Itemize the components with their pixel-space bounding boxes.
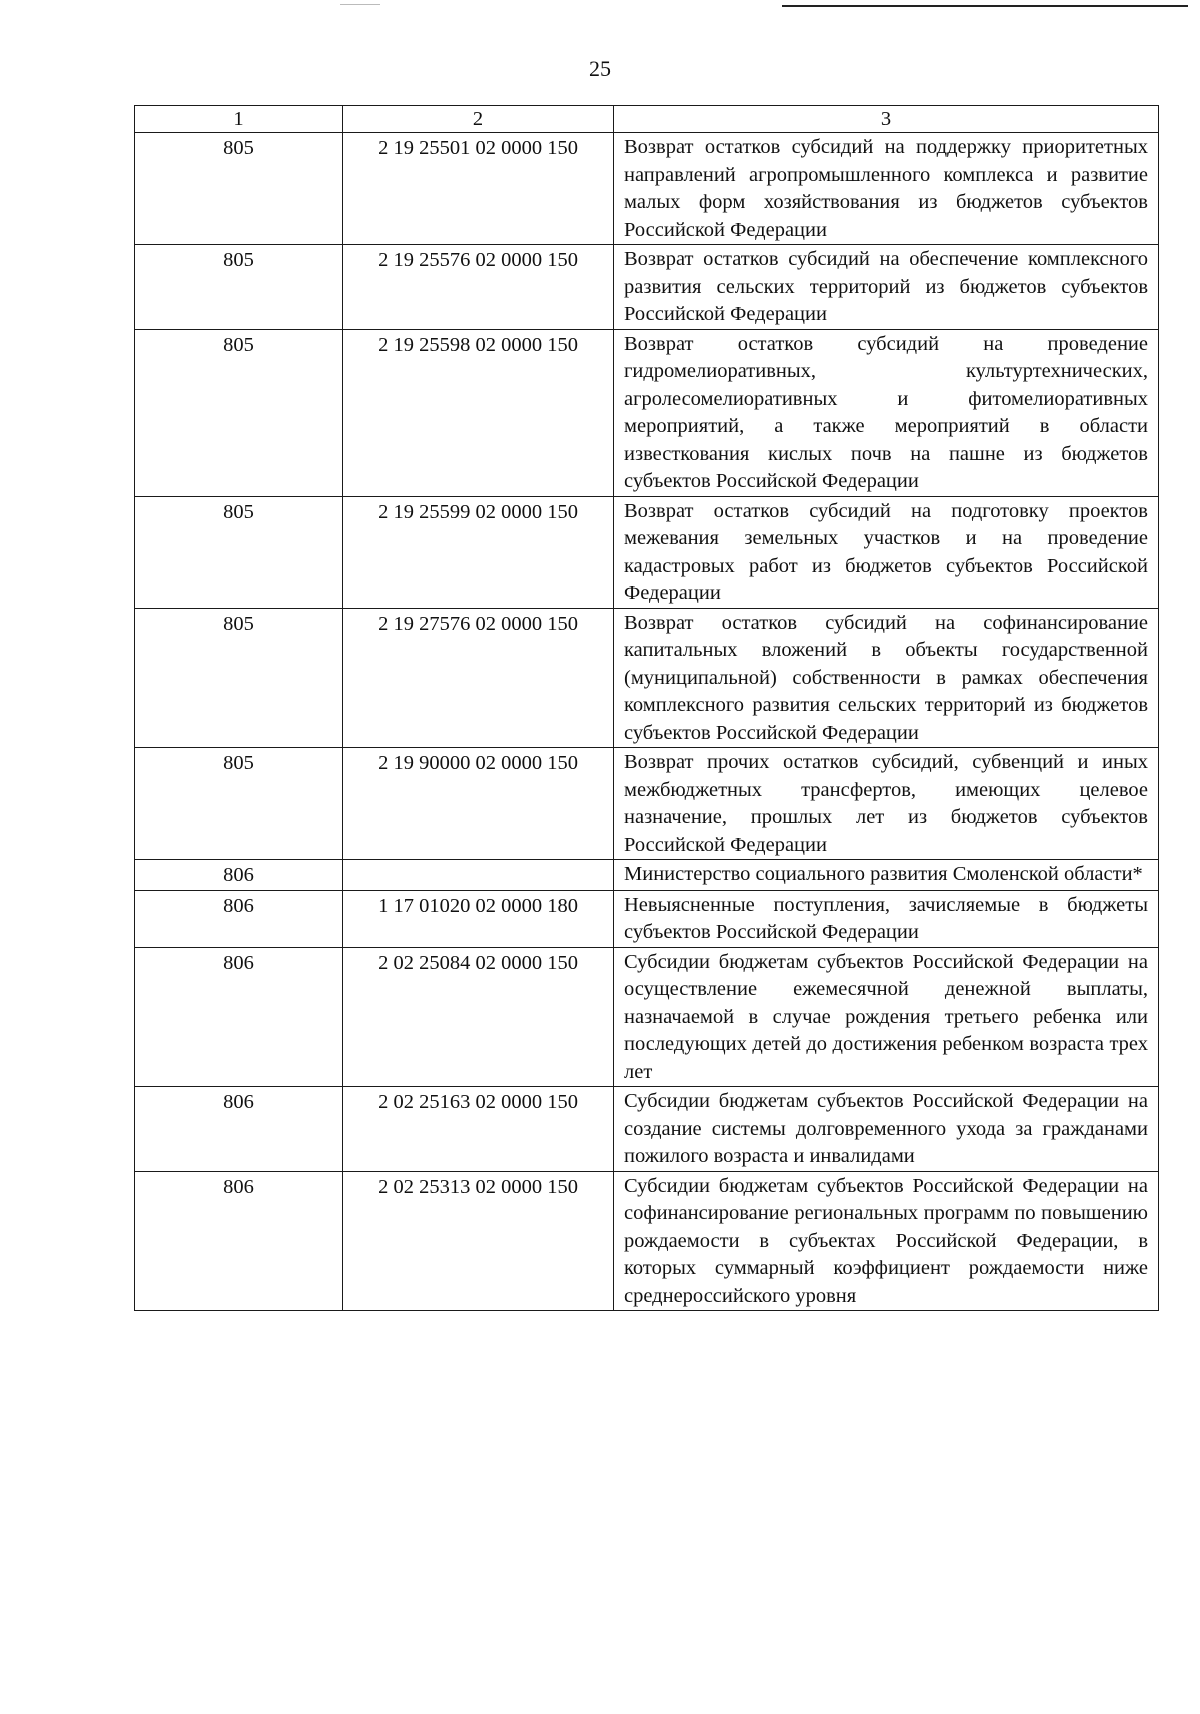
revenue-codes-table	[134, 105, 1159, 1311]
revenue-code-cell	[343, 860, 614, 891]
admin-code-cell: 805	[135, 748, 343, 860]
top-rule	[782, 5, 1188, 7]
table-row	[135, 748, 1159, 860]
table-row	[135, 245, 1159, 330]
page-number: 25	[589, 56, 611, 81]
table-body	[135, 106, 1159, 1311]
revenue-name-cell: Возврат остатков субсидий на подготовку проектов межевания земельных участков и на проведение кадастровых работ из бюджетов субъектов Российской Федерации	[614, 496, 1159, 608]
table-row	[135, 947, 1159, 1087]
header-col-2: 2	[343, 106, 614, 133]
table-row	[135, 1087, 1159, 1172]
revenue-code-cell: 2 19 25576 02 0000 150	[343, 245, 614, 330]
revenue-name-cell: Министерство социального развития Смоленской области*	[614, 860, 1159, 891]
revenue-name-cell: Субсидии бюджетам субъектов Российской Федерации на софинансирование региональных программ по повышению рождаемости в субъектах Российской Федерации, в которых суммарный коэффициент рождаемости ниже среднероссийского уровня	[614, 1171, 1159, 1311]
table-row	[135, 608, 1159, 748]
revenue-code-cell: 2 19 25501 02 0000 150	[343, 133, 614, 245]
revenue-code-cell: 2 02 25163 02 0000 150	[343, 1087, 614, 1172]
admin-code-cell: 805	[135, 608, 343, 748]
revenue-name-cell: Возврат остатков субсидий на поддержку приоритетных направлений агропромышленного комплекса и развитие малых форм хозяйствования из бюджетов субъектов Российской Федерации	[614, 133, 1159, 245]
revenue-code-cell: 2 19 90000 02 0000 150	[343, 748, 614, 860]
revenue-name-cell: Возврат прочих остатков субсидий, субвенций и иных межбюджетных трансфертов, имеющих целевое назначение, прошлых лет из бюджетов субъектов Российской Федерации	[614, 748, 1159, 860]
revenue-name-cell: Возврат остатков субсидий на обеспечение комплексного развития сельских территорий из бюджетов субъектов Российской Федерации	[614, 245, 1159, 330]
revenue-name-cell: Возврат остатков субсидий на проведение гидромелиоративных, культуртехнических, агролесомелиоративных и фитомелиоративных мероприятий, а также мероприятий в области известкования кислых почв на пашне из бюджетов субъектов Российской Федерации	[614, 329, 1159, 496]
scan-mark	[340, 4, 380, 5]
table-row	[135, 890, 1159, 947]
revenue-code-cell: 2 02 25313 02 0000 150	[343, 1171, 614, 1311]
admin-code-cell: 805	[135, 133, 343, 245]
admin-code-cell: 806	[135, 890, 343, 947]
header-col-3: 3	[614, 106, 1159, 133]
table-row	[135, 329, 1159, 496]
admin-code-cell: 806	[135, 860, 343, 891]
revenue-code-cell: 2 19 25599 02 0000 150	[343, 496, 614, 608]
revenue-code-cell: 2 02 25084 02 0000 150	[343, 947, 614, 1087]
table-row	[135, 1171, 1159, 1311]
admin-code-cell: 806	[135, 1087, 343, 1172]
admin-code-cell: 806	[135, 947, 343, 1087]
admin-code-cell: 805	[135, 496, 343, 608]
admin-code-cell: 806	[135, 1171, 343, 1311]
revenue-name-cell: Невыясненные поступления, зачисляемые в бюджеты субъектов Российской Федерации	[614, 890, 1159, 947]
revenue-name-cell: Возврат остатков субсидий на софинансирование капитальных вложений в объекты государственной (муниципальной) собственности в рамках обеспечения комплексного развития сельских территорий из бюджетов субъектов Российской Федерации	[614, 608, 1159, 748]
admin-code-cell: 805	[135, 329, 343, 496]
admin-code-cell: 805	[135, 245, 343, 330]
table-row	[135, 496, 1159, 608]
table-row	[135, 860, 1159, 891]
revenue-code-cell: 2 19 25598 02 0000 150	[343, 329, 614, 496]
revenue-name-cell: Субсидии бюджетам субъектов Российской Федерации на создание системы долговременного ухода за гражданами пожилого возраста и инвалидами	[614, 1087, 1159, 1172]
table-header-row	[135, 106, 1159, 133]
header-col-1: 1	[135, 106, 343, 133]
table-row	[135, 133, 1159, 245]
revenue-code-cell: 1 17 01020 02 0000 180	[343, 890, 614, 947]
revenue-name-cell: Субсидии бюджетам субъектов Российской Федерации на осуществление ежемесячной денежной выплаты, назначаемой в случае рождения третьего ребенка или последующих детей до достижения ребенком возраста трех лет	[614, 947, 1159, 1087]
revenue-code-cell: 2 19 27576 02 0000 150	[343, 608, 614, 748]
